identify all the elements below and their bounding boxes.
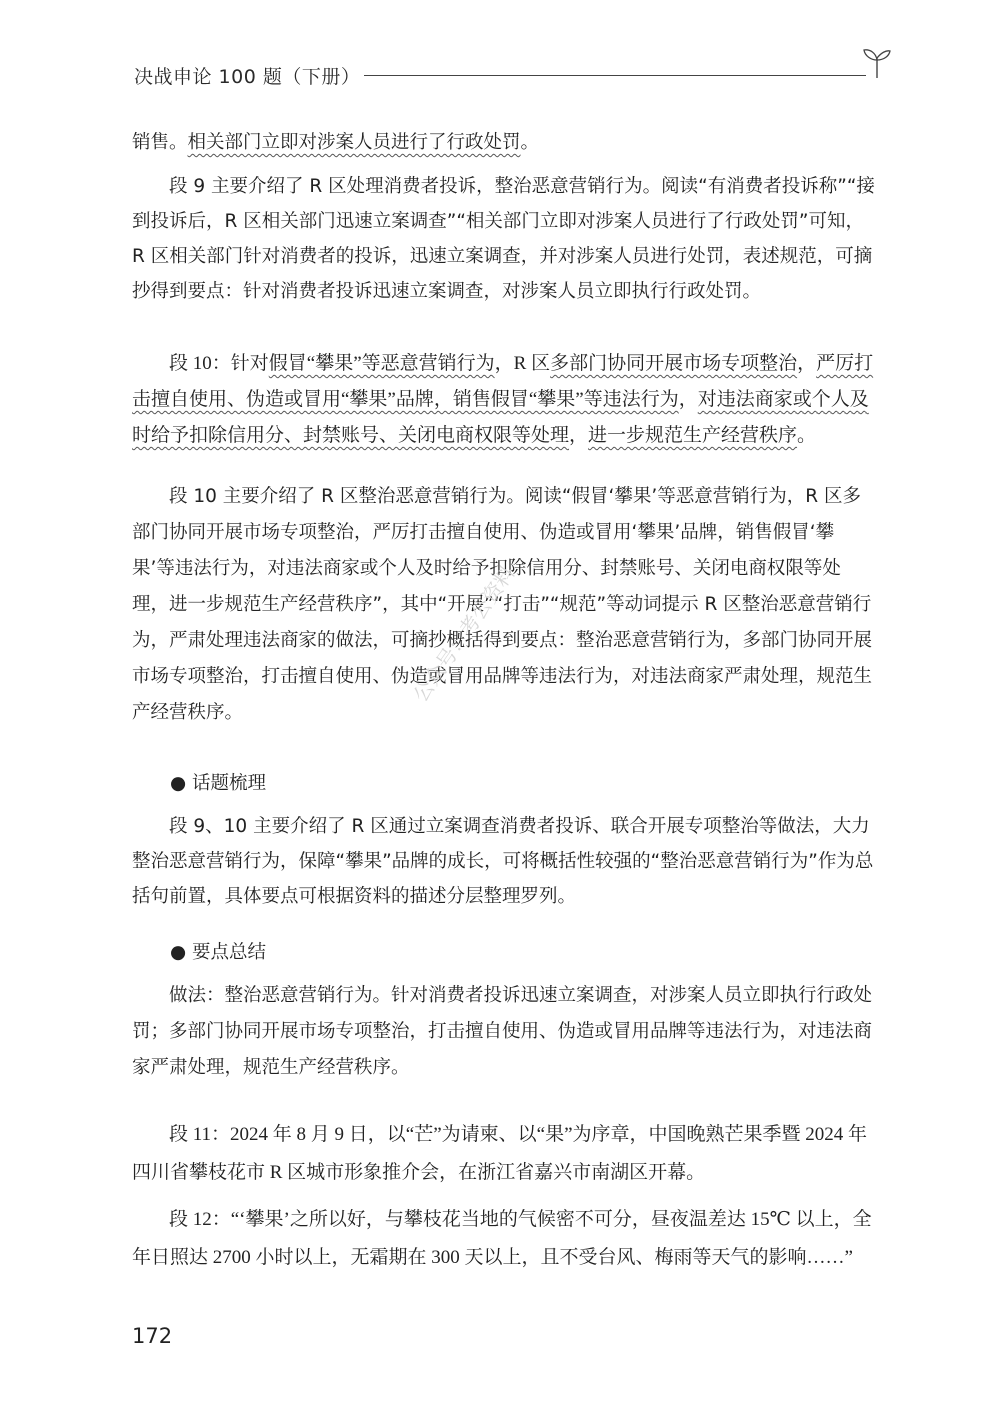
paragraph-seg11: 段 11：2024 年 8 月 9 日，以“芒”为请柬、以“果”为序章，中国晚熟芒果季暨 2024 年四川省攀枝花市 R 区城市形象推介会，在浙江省嘉兴市南湖区开幕。: [132, 1124, 868, 1183]
underlined-phrase: 相关部门立即对涉案人员进行了行政处罚: [187, 132, 521, 153]
watermark: 公众号：考公资料: [408, 561, 520, 707]
paragraph-seg9-analysis: 段 9 主要介绍了 R 区处理消费者投诉，整治恶意营销行为。阅读“有消费者投诉称”“接到投诉后，R 区相关部门迅速立案调查”“相关部门立即对涉案人员进行了行政处罚”可知，R 区相关部门针对消费者的投诉，迅速立案调查，并对涉案人员进行处罚，表述规范，可摘抄得到要点：针对消费者投诉迅速立案调查，对涉案人员立即执行行政处罚。: [132, 176, 875, 302]
paragraph-topic: 段 9、10 主要介绍了 R 区通过立案调查消费者投诉、联合开展专项整治等做法，大力整治恶意营销行为，保障“攀果”品牌的成长，可将概括性较强的“整治恶意营销行为”作为总括句前置，具体要点可根据资料的描述分层整理罗列。: [132, 816, 874, 907]
paragraph-seg10-source: 段 10：针对假冒“攀果”等恶意营销行为，R 区多部门协同开展市场专项整治，严厉打击擅自使用、伪造或冒用“攀果”品牌，销售假冒“攀果”等违法行为，对违法商家或个人及时给予扣除信用分、封禁账号、关闭电商权限等处理，进一步规范生产经营秩序。: [132, 353, 874, 446]
page-number: 172: [132, 1324, 173, 1348]
running-header: [132, 60, 892, 90]
section-heading-summary: ● 要点总结: [170, 942, 267, 963]
header-rule: [364, 75, 866, 76]
book-title: 决战申论 100 题（下册）: [134, 66, 361, 88]
paragraph-continuation: 销售。相关部门立即对涉案人员进行了行政处罚。: [132, 132, 540, 153]
sprout-icon: [862, 44, 892, 80]
section-heading-topic: ● 话题梳理: [170, 773, 267, 794]
paragraph-seg12: 段 12：“‘攀果’之所以好，与攀枝花当地的气候密不可分，昼夜温差达 15℃ 以上，全年日照达 2700 小时以上，无霜期在 300 天以上，且不受台风、梅雨等天气的影响……”: [132, 1209, 872, 1268]
paragraph-seg10-analysis: 段 10 主要介绍了 R 区整治恶意营销行为。阅读“假冒‘攀果’等恶意营销行为，R 区多部门协同开展市场专项整治，严厉打击擅自使用、伪造或冒用‘攀果’品牌，销售假冒‘攀果’等违法行为，对违法商家或个人及时给予扣除信用分、封禁账号、关闭电商权限等处理，进一步规范生产经营秩序”，其中“开展”“打击”“规范”等动词提示 R 区整治恶意营销行为，严肃处理违法商家的做法，可摘抄概括得到要点：整治恶意营销行为，多部门协同开展市场专项整治，打击擅自使用、伪造或冒用品牌等违法行为，对违法商家严肃处理，规范生产经营秩序。: [132, 486, 873, 723]
paragraph-summary: 做法：整治恶意营销行为。针对消费者投诉迅速立案调查，对涉案人员立即执行行政处罚；多部门协同开展市场专项整治，打击擅自使用、伪造或冒用品牌等违法行为，对违法商家严肃处理，规范生产经营秩序。: [132, 985, 873, 1078]
